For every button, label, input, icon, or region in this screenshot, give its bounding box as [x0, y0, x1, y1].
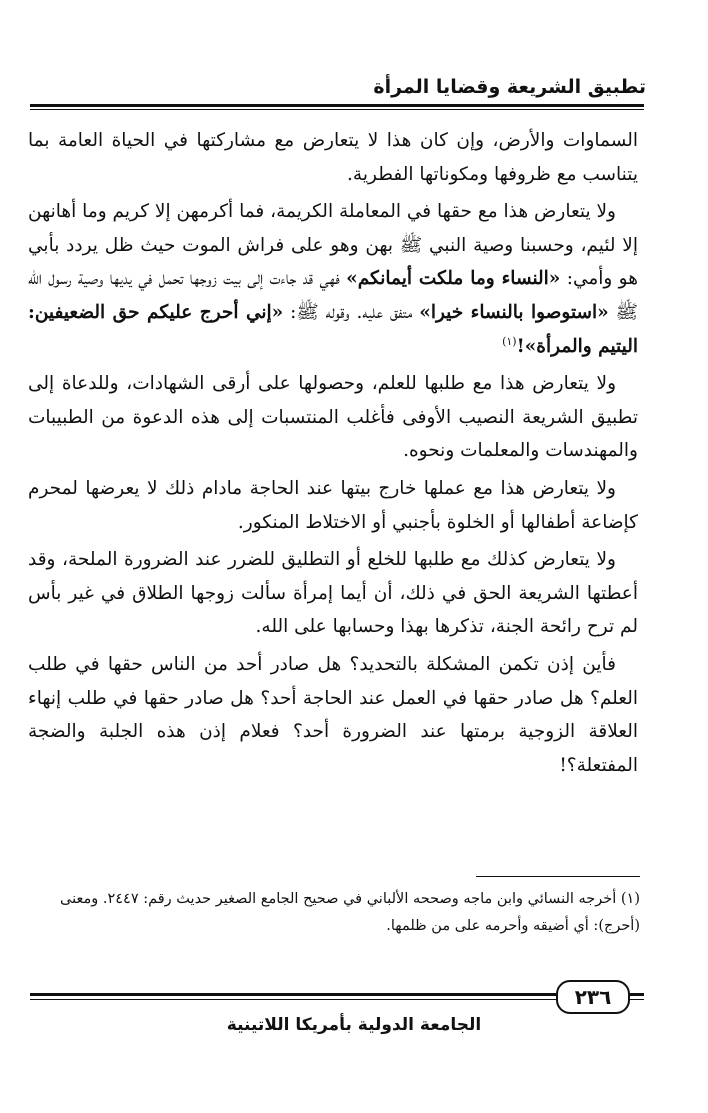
- publisher-name: الجامعة الدولية بأمريكا اللاتينية: [226, 1015, 482, 1035]
- header-rule-thin: [30, 109, 644, 110]
- paragraph-6: فأين إذن تكمن المشكلة بالتحديد؟ هل صادر أحد من الناس حقها في طلب العلم؟ هل صادر حقها في العمل عند الحاجة أحد؟ هل صادر حقها في طلب إنهاء العلاقة الزوجية برمتها عند الضرورة أحد؟ فعلام إذن هذه الجلبة والضجة المفتعلة؟!: [28, 653, 638, 776]
- hadith-quote-1: «النساء وما ملكت أيمانكم»: [346, 268, 561, 290]
- page-number: ٢٣٦: [574, 985, 612, 1009]
- header-rule-thick: [30, 104, 644, 107]
- footer-rule-thin: [30, 999, 644, 1000]
- paragraph-4: ولا يتعارض هذا مع عملها خارج بيتها عند الحاجة مادام ذلك لا يعرضها لمحرم كإضاعة أطفالها أو الخلوة بأجنبي أو الاختلاط المنكور.: [28, 477, 638, 533]
- paragraph-2-text-c: فهي قد جاءت إلى بيت زوجها تحمل في يديها وصية رسول الله ﷺ: [28, 268, 639, 323]
- paragraph-2: [28, 195, 638, 363]
- footnote-line-1: (١) أخرجه النسائي وابن ماجه وصححه الألباني في صحيح الجامع الصغير حديث رقم: ٢٤٤٧. ومعنى: [60, 891, 640, 907]
- body-text: [28, 124, 638, 786]
- footnote-reference: (١): [502, 334, 517, 348]
- running-header-title: تطبيق الشريعة وقضايا المرأة: [373, 76, 646, 98]
- paragraph-3: ولا يتعارض هذا مع طلبها للعلم، وحصولها على أرقى الشهادات، وللدعاة إلى تطبيق الشريعة النصيب الأوفى فأغلب المنتسبات إلى هذه الدعوة من الطبيبات والمهندسات والمعلمات ونحوه.: [28, 373, 638, 462]
- page-number-badge: [556, 980, 630, 1014]
- paragraph-2-text-a: ولا يتعارض هذا مع حقها في المعاملة الكريمة، فما أكرمهن إلا كريم وما أهانهن إلا لئيم، وحسبنا وصية النبي ﷺ بهن وهو على فراش الموت حيث ظل يردد بأبي هو وأمي:: [28, 201, 638, 290]
- paragraph-5: ولا يتعارض كذلك مع طلبها للخلع أو التطليق للضرر عند الضرورة الملحة، وقد أعطتها الشريعة الحق في ذلك، أن أيما إمرأة سألت زوجها الطلاق في غير بأس لم ترح رائحة الجنة، تذكرها بهذا وحسابها على الله.: [28, 549, 638, 638]
- footnote-separator: [476, 876, 640, 877]
- hadith-quote-3: «إني أحرج عليكم حق الضعيفين: اليتيم والمرأة»!: [28, 301, 638, 357]
- paragraph-2-text-e: متفق عليه. وقوله ﷺ:: [283, 301, 420, 323]
- paragraph-1: السماوات والأرض، وإن كان هذا لا يتعارض مع مشاركتها في الحياة العامة بما يتناسب مع ظروفها ومكوناتها الفطرية.: [28, 130, 638, 185]
- footnote-line-2: (أحرج): أي أضيقه وأحرمه على من ظلمها.: [386, 918, 640, 934]
- footnote: [28, 886, 640, 940]
- footer-rule-thick: [30, 993, 644, 996]
- hadith-quote-2: «استوصوا بالنساء خيرا»: [419, 301, 609, 323]
